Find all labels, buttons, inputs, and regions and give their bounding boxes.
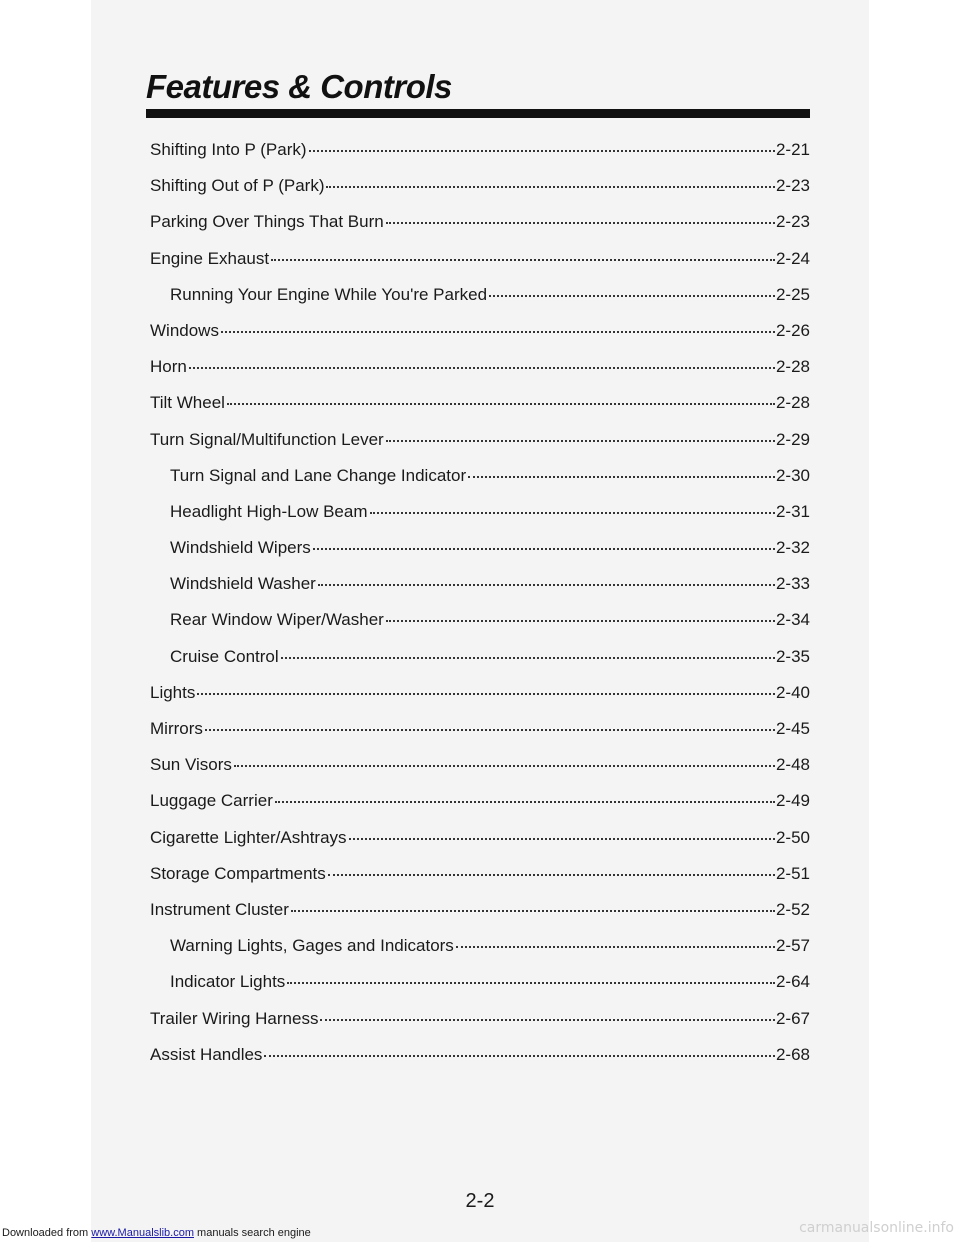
toc-entry-title: Horn [150, 357, 187, 377]
toc-entry[interactable] [150, 212, 810, 248]
toc-entry[interactable] [150, 1009, 810, 1045]
toc-entry[interactable] [150, 1045, 810, 1081]
dot-leader [489, 295, 775, 297]
toc-entry-title: Rear Window Wiper/Washer [170, 610, 384, 630]
toc-entry[interactable] [150, 430, 810, 466]
toc-entry[interactable] [150, 647, 810, 683]
heading-rule [146, 109, 810, 118]
toc-entry[interactable] [150, 610, 810, 646]
toc-entry-page: 2-50 [775, 827, 810, 847]
dot-leader [318, 584, 775, 586]
toc-entry-page: 2-23 [775, 176, 810, 196]
toc-entry-page: 2-52 [775, 899, 810, 919]
toc-entry-page: 2-32 [775, 538, 810, 558]
toc-entry-page: 2-68 [775, 1044, 810, 1064]
toc-entry-title: Instrument Cluster [150, 899, 289, 919]
toc-entry[interactable] [150, 972, 810, 1008]
toc-entry[interactable] [150, 755, 810, 791]
toc-entry[interactable] [150, 538, 810, 574]
toc-entry-title: Headlight High-Low Beam [170, 501, 368, 521]
dot-leader [275, 801, 775, 803]
toc-entry-title: Luggage Carrier [150, 791, 273, 811]
toc-entry[interactable] [150, 574, 810, 610]
dot-leader [205, 729, 775, 731]
toc-entry-title: Windshield Washer [170, 574, 316, 594]
toc-entry-title: Trailer Wiring Harness [150, 1008, 319, 1028]
toc-entry[interactable] [150, 176, 810, 212]
toc-entry-page: 2-34 [775, 610, 810, 630]
toc-entry-page: 2-31 [775, 501, 810, 521]
dot-leader [234, 765, 775, 767]
dot-leader [326, 186, 774, 188]
toc-entry-title: Sun Visors [150, 755, 232, 775]
toc-entry[interactable] [150, 936, 810, 972]
toc-entry[interactable] [150, 502, 810, 538]
toc-entry-page: 2-21 [775, 140, 810, 159]
dot-leader [386, 440, 775, 442]
manualslib-link[interactable]: www.Manualslib.com [91, 1227, 194, 1239]
toc-entry-title: Windshield Wipers [170, 538, 311, 558]
dot-leader [189, 367, 775, 369]
toc-entry-title: Cigarette Lighter/Ashtrays [150, 827, 347, 847]
section-heading: Features & Controls [146, 68, 452, 105]
dot-leader [221, 331, 775, 333]
dot-leader [386, 222, 775, 224]
toc-entry-page: 2-40 [775, 682, 810, 702]
toc-entry[interactable] [150, 249, 810, 285]
dot-leader [328, 874, 775, 876]
dot-leader [456, 946, 775, 948]
download-note-prefix: Downloaded from [2, 1227, 92, 1239]
dot-leader [271, 259, 775, 261]
download-note [2, 1227, 311, 1239]
toc-entry-page: 2-51 [775, 863, 810, 883]
toc-entry[interactable] [150, 393, 810, 429]
toc-entry-title: Assist Handles [150, 1044, 263, 1064]
toc-entry-title: Engine Exhaust [150, 248, 270, 268]
toc-entry[interactable] [150, 864, 810, 900]
toc-entry[interactable] [150, 321, 810, 357]
watermark: carmanualsonline.info [799, 1220, 954, 1236]
toc-entry-page: 2-23 [775, 212, 810, 232]
toc-entry-page: 2-45 [775, 719, 810, 738]
toc-entry-title: Parking Over Things That Burn [150, 212, 384, 232]
toc-entry-title: Turn Signal and Lane Change Indicator [170, 465, 467, 485]
toc-entry-page: 2-57 [775, 936, 810, 956]
dot-leader [468, 476, 775, 478]
toc-entry[interactable] [150, 357, 810, 393]
toc-entry[interactable] [150, 140, 810, 176]
toc-entry[interactable] [150, 683, 810, 719]
dot-leader [197, 693, 775, 695]
toc-entry-title: Turn Signal/Multifunction Lever [150, 429, 384, 449]
toc-entry-page: 2-24 [775, 248, 810, 268]
toc-entry-title: Windows [150, 320, 219, 340]
dot-leader [370, 512, 775, 514]
toc-entry[interactable] [150, 466, 810, 502]
table-of-contents [150, 140, 810, 1081]
toc-entry-page: 2-29 [775, 429, 810, 449]
toc-entry-page: 2-35 [775, 646, 810, 666]
toc-entry-page: 2-28 [775, 393, 810, 413]
toc-entry-page: 2-64 [775, 972, 810, 992]
dot-leader [281, 657, 775, 659]
page-number: 2-2 [465, 1190, 495, 1212]
toc-entry-title: Indicator Lights [170, 972, 286, 992]
toc-entry-title: Mirrors [150, 719, 203, 738]
dot-leader [313, 548, 775, 550]
toc-entry-page: 2-48 [775, 755, 810, 775]
toc-entry[interactable] [150, 285, 810, 321]
toc-entry[interactable] [150, 900, 810, 936]
toc-entry-page: 2-49 [775, 791, 810, 811]
toc-entry-page: 2-67 [775, 1008, 810, 1028]
dot-leader [227, 403, 775, 405]
toc-entry-page: 2-28 [775, 357, 810, 377]
toc-entry-title: Running Your Engine While You're Parked [170, 284, 488, 304]
toc-entry-title: Shifting Out of P (Park) [150, 176, 325, 196]
toc-entry-title: Cruise Control [170, 646, 279, 666]
toc-entry[interactable] [150, 791, 810, 827]
toc-entry[interactable] [150, 719, 810, 755]
toc-entry-title: Shifting Into P (Park) [150, 140, 307, 159]
toc-entry-page: 2-30 [775, 465, 810, 485]
toc-entry-page: 2-33 [775, 574, 810, 594]
toc-entry-title: Tilt Wheel [150, 393, 225, 413]
toc-entry-title: Storage Compartments [150, 863, 326, 883]
download-note-suffix: manuals search engine [193, 1227, 311, 1239]
dot-leader [309, 150, 775, 152]
toc-entry-title: Warning Lights, Gages and Indicators [170, 936, 454, 956]
dot-leader [386, 620, 775, 622]
toc-entry-page: 2-26 [775, 320, 810, 340]
dot-leader [349, 838, 775, 840]
toc-entry[interactable] [150, 828, 810, 864]
dot-leader [291, 910, 775, 912]
dot-leader [320, 1019, 775, 1021]
toc-entry-title: Lights [150, 682, 196, 702]
toc-entry-page: 2-25 [775, 284, 810, 304]
dot-leader [264, 1055, 775, 1057]
dot-leader [287, 982, 775, 984]
